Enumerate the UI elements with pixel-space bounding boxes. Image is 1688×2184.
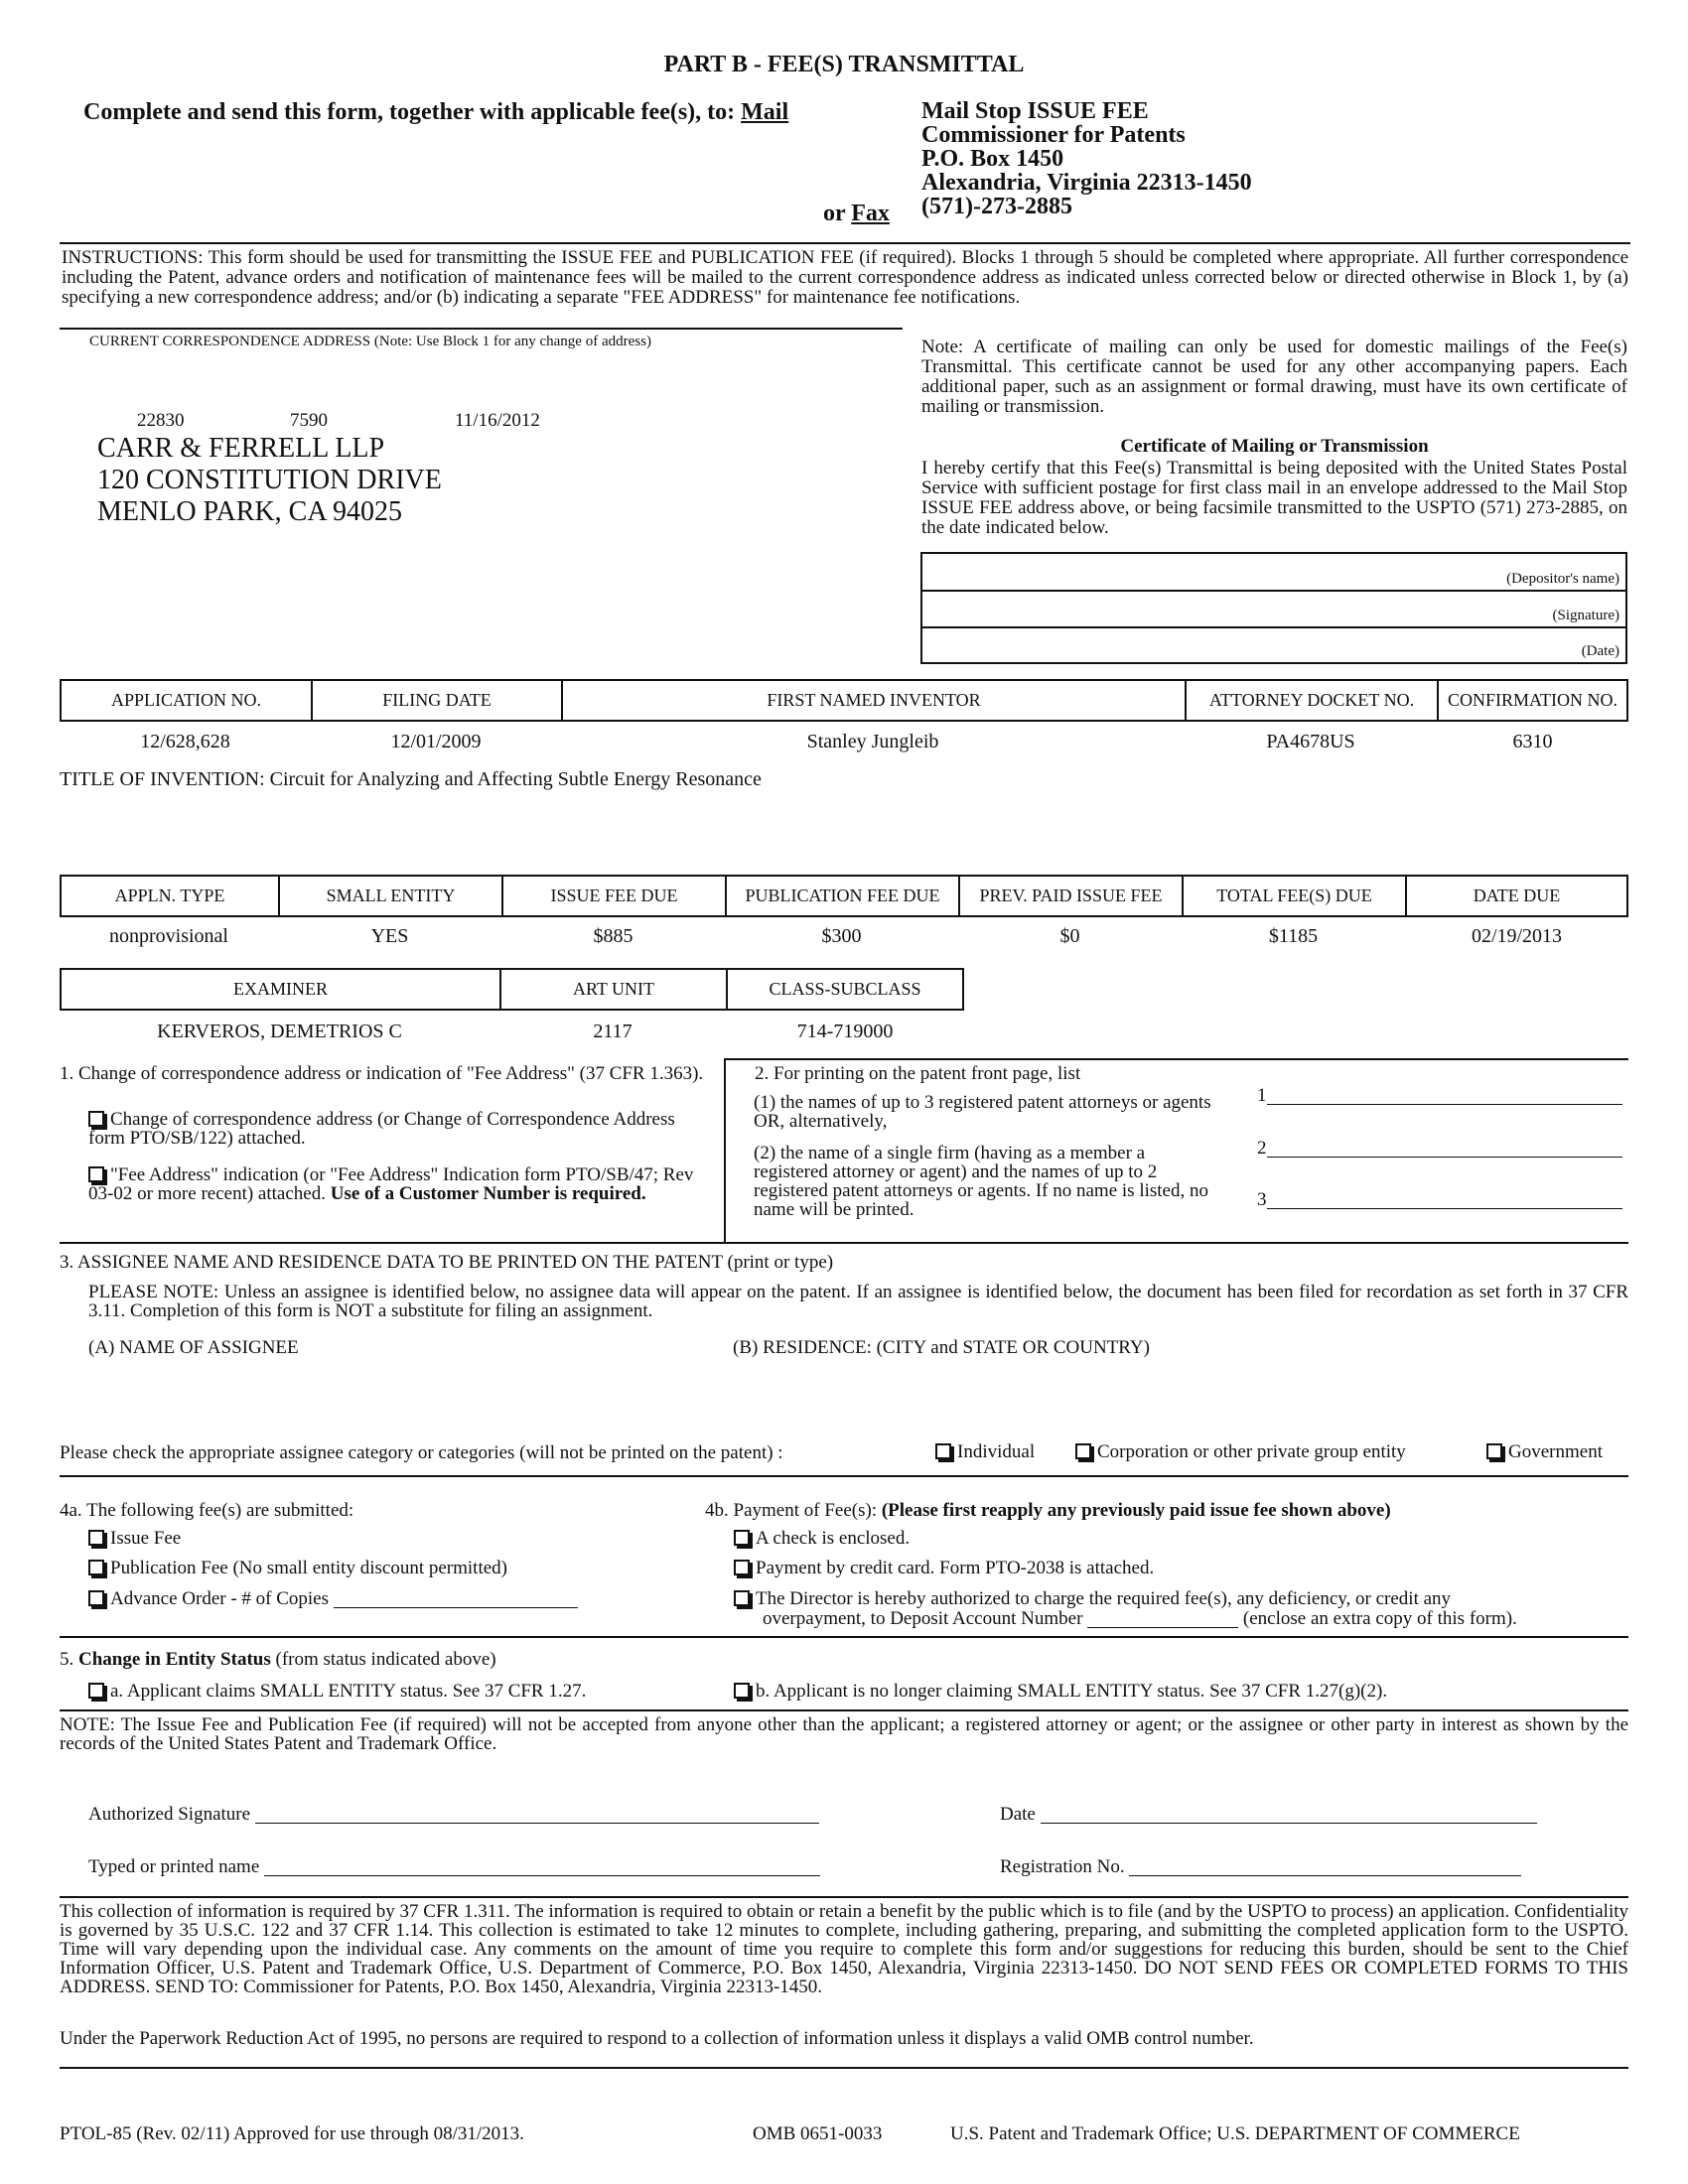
- header-examiner: EXAMINER: [62, 970, 501, 1009]
- signature-field[interactable]: [922, 590, 1625, 628]
- header-first-inventor: FIRST NAMED INVENTOR: [563, 681, 1187, 720]
- checkbox[interactable]: [935, 1443, 951, 1459]
- typed-name-row[interactable]: [88, 1857, 820, 1876]
- block5-title: [60, 1650, 496, 1669]
- signature-date-blank[interactable]: [1041, 1807, 1537, 1824]
- block1-option2[interactable]: [88, 1165, 709, 1203]
- block1-option1[interactable]: [88, 1110, 709, 1148]
- option-label: Issue Fee: [110, 1528, 182, 1549]
- option-label: Change of correspondence address (or Change of Correspondence Address form PTO/SB/122) attached.: [88, 1109, 675, 1149]
- block4a-title: 4a. The following fee(s) are submitted:: [60, 1500, 354, 1521]
- send-instruction: [83, 99, 788, 126]
- divider: [60, 1636, 1628, 1638]
- checkbox[interactable]: [88, 1530, 104, 1546]
- authorized-signature-label: Authorized Signature: [88, 1804, 251, 1825]
- blank-line: [1267, 1141, 1622, 1158]
- correspondence-code2: 7590: [290, 410, 328, 431]
- line-number: 3: [1257, 1189, 1267, 1210]
- header-total-fee: TOTAL FEE(S) DUE: [1184, 877, 1407, 915]
- checkbox[interactable]: [88, 1166, 104, 1182]
- payment-credit-card[interactable]: [734, 1559, 1154, 1577]
- assignee-name-label: (A) NAME OF ASSIGNEE: [88, 1337, 299, 1358]
- typed-name-label: Typed or printed name: [88, 1856, 260, 1877]
- firm-name: CARR & FERRELL LLP: [97, 433, 385, 464]
- firm-city: MENLO PARK, CA 94025: [97, 496, 403, 527]
- block2-item2: (2) the name of a single firm (having as a member a registered attorney or agent) and the names of up to 2 registered patent attorneys or agents. If no name is listed, no name will be printed.: [754, 1143, 1208, 1220]
- send-text: Complete and send this form, together with applicable fee(s), to:: [83, 99, 736, 125]
- block4b-title: [705, 1501, 1391, 1520]
- divider: [60, 242, 1630, 244]
- fax-label: Fax: [851, 201, 890, 226]
- filing-date: 12/01/2009: [390, 731, 482, 752]
- blank-line: [1267, 1192, 1622, 1209]
- examiner-header-row: [60, 968, 964, 1011]
- instructions: INSTRUCTIONS: This form should be used for transmitting the ISSUE FEE and PUBLICATION FEE (if required). Blocks 1 through 5 should be completed where appropriate. All further correspondence including the Patent, advance orders and notification of maintenance fees will be mailed to the current correspondence address as indicated unless corrected below or directed otherwise in Block 1, by (a) specifying a new correspondence address; and/or (b) indicating a separate "FEE ADDRESS" for maintenance fee notifications.: [62, 247, 1628, 308]
- divider: [60, 328, 903, 330]
- divider: [725, 1058, 1628, 1060]
- checkbox[interactable]: [88, 1560, 104, 1575]
- total-fees-due: $1185: [1268, 925, 1319, 947]
- correspondence-code1: 22830: [137, 410, 185, 431]
- divider: [60, 1475, 1628, 1477]
- checkbox[interactable]: [734, 1683, 750, 1699]
- header-confirmation-no: CONFIRMATION NO.: [1447, 690, 1618, 710]
- entity-option-b[interactable]: [734, 1682, 1387, 1701]
- category-prompt: Please check the appropriate assignee category or categories (will not be printed on the patent) :: [60, 1442, 783, 1463]
- option-label: overpayment, to Deposit Account Number: [763, 1608, 1083, 1629]
- publication-fee-due: $300: [821, 925, 862, 947]
- checkbox[interactable]: [734, 1530, 750, 1546]
- option-label: Corporation or other private group entity: [1097, 1441, 1406, 1462]
- address-line: Commissioner for Patents: [921, 122, 1186, 148]
- checkbox[interactable]: [88, 1683, 104, 1699]
- attorney-line-2[interactable]: [1257, 1139, 1622, 1158]
- mailing-address: [921, 99, 1252, 218]
- option-label: a. Applicant claims SMALL ENTITY status. See 37 CFR 1.27.: [110, 1681, 587, 1702]
- fees-header-row: [60, 875, 1628, 917]
- category-corporation[interactable]: [1075, 1442, 1406, 1461]
- checkbox[interactable]: [734, 1590, 750, 1606]
- block5-num: 5.: [60, 1649, 74, 1670]
- header-class-subclass: CLASS-SUBCLASS: [769, 979, 921, 999]
- address-line: Alexandria, Virginia 22313-1450: [921, 170, 1252, 196]
- line-number: 2: [1257, 1138, 1267, 1159]
- header-art-unit: ART UNIT: [501, 970, 728, 1009]
- fax-line: [823, 201, 890, 227]
- assignee-residence-label: (B) RESIDENCE: (CITY and STATE OR COUNTRY): [733, 1337, 1150, 1358]
- footer-omb: OMB 0651-0033: [753, 2123, 883, 2144]
- checkbox[interactable]: [88, 1111, 104, 1127]
- deposit-account-blank[interactable]: [1087, 1611, 1238, 1628]
- blank-line: [1267, 1088, 1622, 1105]
- authorized-signature-row[interactable]: [88, 1805, 819, 1824]
- option-label: (enclose an extra copy of this form).: [1242, 1608, 1517, 1629]
- option-label: Government: [1508, 1441, 1603, 1462]
- correspondence-date: 11/16/2012: [455, 410, 540, 431]
- class-subclass: 714-719000: [796, 1021, 894, 1042]
- correspondence-address: [97, 433, 442, 528]
- option-label: Payment by credit card. Form PTO-2038 is attached.: [756, 1558, 1155, 1578]
- fee-issue[interactable]: [88, 1529, 181, 1548]
- issue-fee-due: $885: [593, 925, 633, 947]
- paperwork-statement: Under the Paperwork Reduction Act of 1995, no persons are required to respond to a collection of information unless it displays a valid OMB control number.: [60, 2028, 1254, 2049]
- authorized-signature-blank[interactable]: [255, 1807, 819, 1824]
- certificate-title: Certificate of Mailing or Transmission: [1120, 436, 1429, 457]
- option-label: A check is enclosed.: [756, 1528, 911, 1549]
- title-of-invention: TITLE OF INVENTION: Circuit for Analyzing and Affecting Subtle Energy Resonance: [60, 768, 762, 790]
- confirmation-no: 6310: [1512, 731, 1553, 752]
- entity-option-a[interactable]: [88, 1682, 586, 1701]
- option-label: b. Applicant is no longer claiming SMALL ENTITY status. See 37 CFR 1.27(g)(2).: [756, 1681, 1388, 1702]
- option-label: Advance Order - # of Copies: [110, 1588, 330, 1609]
- divider: [60, 1896, 1628, 1898]
- signature-date-row[interactable]: [1000, 1805, 1537, 1824]
- art-unit: 2117: [593, 1021, 633, 1042]
- address-line: P.O. Box 1450: [921, 146, 1064, 172]
- checkbox[interactable]: [1075, 1443, 1091, 1459]
- header-docket-no: ATTORNEY DOCKET NO.: [1187, 681, 1439, 720]
- header-prev-paid: PREV. PAID ISSUE FEE: [960, 877, 1184, 915]
- checkbox[interactable]: [88, 1590, 104, 1606]
- firm-street: 120 CONSTITUTION DRIVE: [97, 465, 442, 495]
- header-application-no: APPLICATION NO.: [62, 681, 313, 720]
- header-date-due: DATE DUE: [1473, 886, 1561, 905]
- block3-note: PLEASE NOTE: Unless an assignee is identified below, no assignee data will appear on the patent. If an assignee is identified below, the document has been filed for recordation as set forth in 37 CFR 3.11. Completion of this form is NOT a substitute for filing an assignment.: [88, 1282, 1628, 1321]
- footer-agency: U.S. Patent and Trademark Office; U.S. DEPARTMENT OF COMMERCE: [950, 2123, 1520, 2144]
- certificate-note: Note: A certificate of mailing can only be used for domestic mailings of the Fee(s) Transmittal. This certificate cannot be used for any other accompanying papers. Each additional paper, such as an assignment or formal drawing, must have its own certificate of mailing or transmission.: [921, 337, 1627, 417]
- registration-row[interactable]: [1000, 1857, 1521, 1876]
- note: NOTE: The Issue Fee and Publication Fee (if required) will not be accepted from anyone other than the applicant; a registered attorney or agent; or the assignee or other party in interest as shown by the records of the United States Patent and Trademark Office.: [60, 1714, 1628, 1754]
- option-label: Publication Fee (No small entity discount permitted): [110, 1558, 507, 1578]
- header-publication-fee: PUBLICATION FEE DUE: [727, 877, 960, 915]
- option-label: "Fee Address" indication (or "Fee Address" Indication form PTO/SB/47; Rev 03-02 or more recent) attached.: [88, 1164, 694, 1204]
- block5-title-bold: Change in Entity Status: [78, 1649, 271, 1670]
- date-due: 02/19/2013: [1471, 925, 1563, 947]
- checkbox[interactable]: [1486, 1443, 1502, 1459]
- certificate-fields: [920, 552, 1627, 664]
- option-label-bold: Use of a Customer Number is required.: [330, 1183, 646, 1204]
- block5-title-rest: (from status indicated above): [275, 1649, 496, 1670]
- payment-title-bold: (Please first reapply any previously paid issue fee shown above): [881, 1500, 1391, 1521]
- prev-paid-issue-fee: $0: [1059, 925, 1080, 947]
- fee-advance-order[interactable]: [88, 1589, 578, 1608]
- first-inventor: Stanley Jungleib: [806, 731, 939, 752]
- registration-label: Registration No.: [1000, 1856, 1125, 1877]
- header-appln-type: APPLN. TYPE: [62, 877, 280, 915]
- examiner-name: KERVEROS, DEMETRIOS C: [157, 1021, 402, 1042]
- depositor-name-field[interactable]: [922, 554, 1625, 592]
- copies-blank[interactable]: [334, 1591, 578, 1608]
- burden-statement: This collection of information is required by 37 CFR 1.311. The information is required to obtain or retain a benefit by the public which is to file (and by the USPTO to process) an application. Confidentiality is governed by 35 U.S.C. 122 and 37 CFR 1.14. This collection is estimated to take 12 minutes to complete, including gathering, preparing, and submitting the completed application form to the USPTO. Time will vary depending upon the individual case. Any comments on the amount of time you require to complete this form and/or suggestions for reducing this burden, should be sent to the Chief Information Officer, U.S. Patent and Trademark Office, U.S. Department of Commerce, P.O. Box 1450, Alexandria, Virginia 22313-1450. DO NOT SEND FEES OR COMPLETED FORMS TO THIS ADDRESS. SEND TO: Commissioner for Patents, P.O. Box 1450, Alexandria, Virginia 22313-1450.: [60, 1901, 1628, 1997]
- header-issue-fee: ISSUE FEE DUE: [503, 877, 727, 915]
- depositor-name-label: (Depositor's name): [1506, 571, 1619, 587]
- attorney-line-1[interactable]: [1257, 1086, 1622, 1105]
- checkbox[interactable]: [734, 1560, 750, 1575]
- application-header-row: [60, 679, 1628, 722]
- block3-title: 3. ASSIGNEE NAME AND RESIDENCE DATA TO BE PRINTED ON THE PATENT (print or type): [60, 1252, 834, 1273]
- block2-title: 2. For printing on the patent front page, list: [755, 1063, 1081, 1084]
- header-filing-date: FILING DATE: [313, 681, 563, 720]
- appln-type: nonprovisional: [109, 925, 228, 947]
- payment-deposit-account[interactable]: [734, 1589, 1451, 1608]
- footer-form-id: PTOL-85 (Rev. 02/11) Approved for use through 08/31/2013.: [60, 2123, 524, 2144]
- registration-blank[interactable]: [1129, 1859, 1521, 1876]
- option-label: Individual: [957, 1441, 1036, 1462]
- signature-label: (Signature): [1552, 608, 1619, 623]
- divider: [60, 1709, 1628, 1711]
- correspondence-label: CURRENT CORRESPONDENCE ADDRESS (Note: Use Block 1 for any change of address): [89, 334, 651, 349]
- form-title: PART B - FEE(S) TRANSMITTAL: [663, 52, 1025, 77]
- category-individual[interactable]: [935, 1442, 1035, 1461]
- payment-title: 4b. Payment of Fee(s):: [705, 1500, 878, 1521]
- date-label: (Date): [1581, 643, 1619, 659]
- mail-label: Mail: [741, 99, 789, 125]
- fee-publication[interactable]: [88, 1559, 507, 1577]
- fax-prefix: or: [823, 201, 846, 226]
- divider: [60, 1242, 1628, 1244]
- date-field[interactable]: [922, 626, 1625, 662]
- category-government[interactable]: [1486, 1442, 1603, 1461]
- divider: [60, 2067, 1628, 2069]
- option-label: The Director is hereby authorized to charge the required fee(s), any deficiency, or credit any: [756, 1588, 1452, 1609]
- block1-title: 1. Change of correspondence address or indication of "Fee Address" (37 CFR 1.363).: [60, 1063, 704, 1084]
- line-number: 1: [1257, 1085, 1267, 1106]
- block2-item1: (1) the names of up to 3 registered patent attorneys or agents OR, alternatively,: [754, 1092, 1211, 1132]
- typed-name-blank[interactable]: [264, 1859, 820, 1876]
- address-line: Mail Stop ISSUE FEE: [921, 98, 1149, 124]
- payment-check[interactable]: [734, 1529, 910, 1548]
- fax-number: (571)-273-2885: [921, 194, 1072, 219]
- header-small-entity: SMALL ENTITY: [280, 877, 503, 915]
- certificate-text: I hereby certify that this Fee(s) Transmittal is being deposited with the United States Postal Service with sufficient postage for first class mail in an envelope addressed to the Mail Stop ISSUE FEE address above, or being facsimile transmitted to the USPTO (571) 273-2885, on the date indicated below.: [921, 458, 1627, 538]
- attorney-line-3[interactable]: [1257, 1190, 1622, 1209]
- payment-deposit-continued: [763, 1609, 1517, 1628]
- signature-date-label: Date: [1000, 1804, 1036, 1825]
- docket-no: PA4678US: [1266, 731, 1355, 752]
- small-entity: YES: [370, 925, 409, 947]
- application-no: 12/628,628: [140, 731, 230, 752]
